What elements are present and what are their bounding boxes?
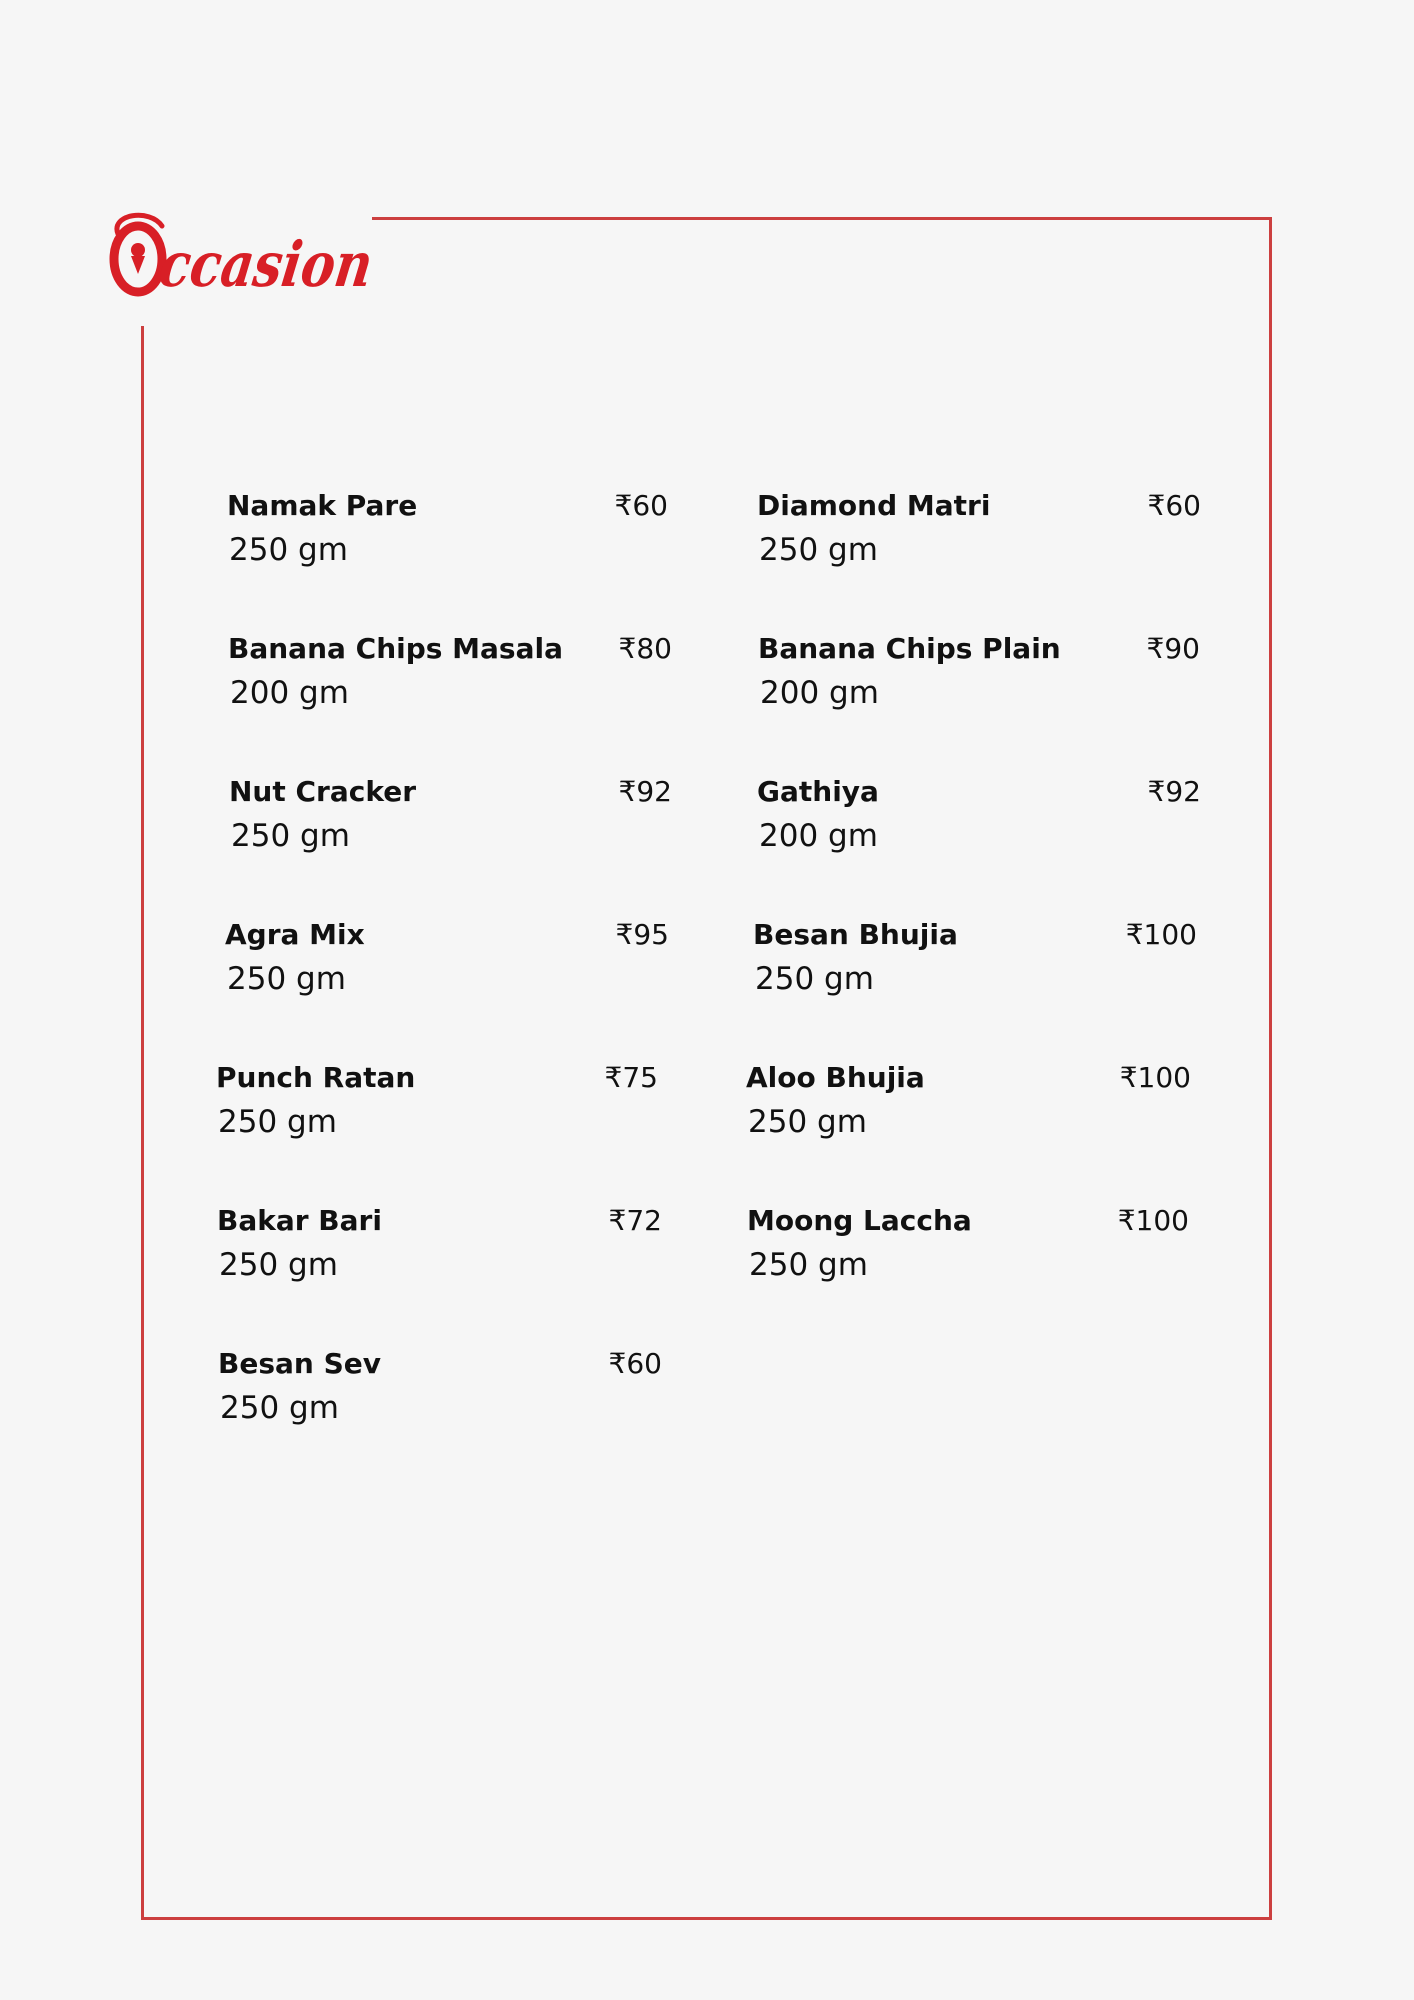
item-weight: 250 gm xyxy=(218,1104,337,1140)
item-price: ₹92 xyxy=(618,775,672,808)
item-name: Besan Bhujia xyxy=(753,918,958,951)
menu-item xyxy=(217,1204,662,1294)
item-weight: 250 gm xyxy=(755,961,874,997)
item-weight: 250 gm xyxy=(231,818,350,854)
item-price: ₹90 xyxy=(1146,632,1200,665)
item-name: Banana Chips Plain xyxy=(758,632,1061,665)
item-weight: 250 gm xyxy=(219,1247,338,1283)
frame-border-top xyxy=(372,217,1272,220)
svg-text:ccasion: ccasion xyxy=(154,228,426,301)
frame-border-right xyxy=(1269,217,1272,1920)
item-price: ₹60 xyxy=(1147,489,1201,522)
item-weight: 250 gm xyxy=(227,961,346,997)
frame-border-bottom xyxy=(141,1917,1272,1920)
item-price: ₹60 xyxy=(614,489,668,522)
item-name: Punch Ratan xyxy=(216,1061,416,1094)
menu-item xyxy=(218,1347,662,1437)
menu-item xyxy=(216,1061,658,1151)
menu-item xyxy=(753,918,1197,1008)
item-name: Gathiya xyxy=(757,775,879,808)
menu-item xyxy=(757,489,1201,579)
item-weight: 250 gm xyxy=(220,1390,339,1426)
item-weight: 250 gm xyxy=(748,1104,867,1140)
item-weight: 200 gm xyxy=(230,675,349,711)
item-weight: 250 gm xyxy=(229,532,348,568)
item-name: Banana Chips Masala xyxy=(228,632,563,665)
menu-item xyxy=(757,775,1201,865)
item-name: Agra Mix xyxy=(225,918,365,951)
item-name: Aloo Bhujia xyxy=(746,1061,925,1094)
item-weight: 200 gm xyxy=(759,818,878,854)
item-name: Nut Cracker xyxy=(229,775,417,808)
item-price: ₹92 xyxy=(1147,775,1201,808)
menu-item xyxy=(229,775,672,865)
item-price: ₹75 xyxy=(604,1061,658,1094)
frame-border-left xyxy=(141,326,144,1920)
occasion-logo xyxy=(108,208,426,312)
item-price: ₹95 xyxy=(615,918,669,951)
item-price: ₹80 xyxy=(618,632,672,665)
item-name: Bakar Bari xyxy=(217,1204,382,1237)
item-price: ₹100 xyxy=(1119,1061,1191,1094)
menu-item xyxy=(225,918,669,1008)
menu-item xyxy=(758,632,1200,722)
item-name: Diamond Matri xyxy=(757,489,991,522)
item-weight: 200 gm xyxy=(760,675,879,711)
item-price: ₹60 xyxy=(608,1347,662,1380)
item-price: ₹100 xyxy=(1117,1204,1189,1237)
menu-item xyxy=(228,632,672,722)
item-name: Besan Sev xyxy=(218,1347,381,1380)
item-price: ₹100 xyxy=(1125,918,1197,951)
item-price: ₹72 xyxy=(608,1204,662,1237)
item-weight: 250 gm xyxy=(759,532,878,568)
menu-item xyxy=(746,1061,1191,1151)
menu-item xyxy=(747,1204,1189,1294)
item-weight: 250 gm xyxy=(749,1247,868,1283)
item-name: Moong Laccha xyxy=(747,1204,972,1237)
item-name: Namak Pare xyxy=(227,489,418,522)
menu-item xyxy=(227,489,668,579)
